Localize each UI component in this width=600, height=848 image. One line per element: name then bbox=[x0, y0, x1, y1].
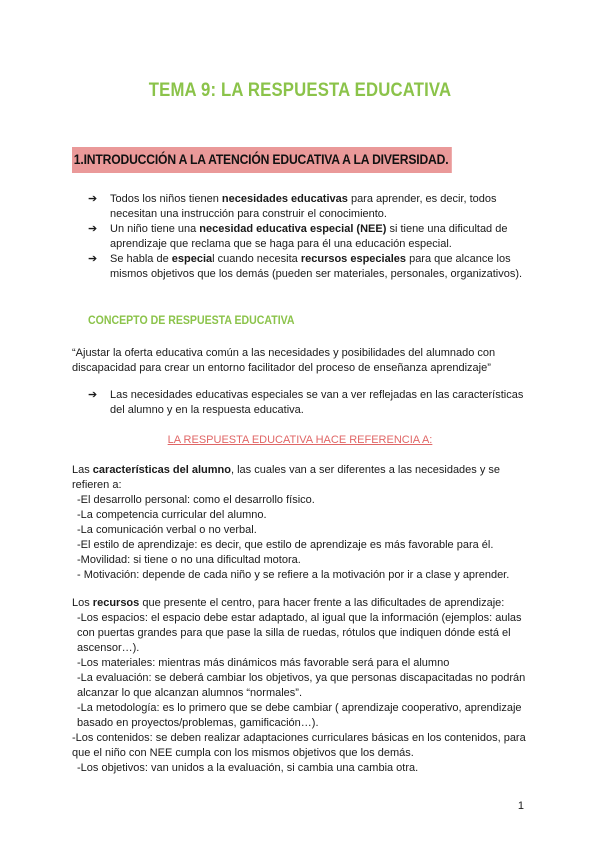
list-item: -Los espacios: el espacio debe estar adaptado, al igual que la información (ejemplos: aulas con puertas grandes para que pase la silla de ruedas, rótulos que indiquen dónde está el ascensor…). bbox=[77, 612, 522, 654]
nee-bullet-list bbox=[88, 388, 530, 418]
bullet-item: ➔ Todos los niños tienen necesidades educativas para aprender, es decir, todos necesitan una instrucción para construir el conocimiento. bbox=[88, 193, 497, 220]
red-underlined-heading: LA RESPUESTA EDUCATIVA HACE REFERENCIA A: bbox=[167, 434, 433, 446]
list-item: -Los materiales: mientras más dinámicos más favorable será para el alumno bbox=[77, 657, 450, 669]
list-item: -El desarrollo personal: como el desarrollo físico. bbox=[77, 494, 315, 506]
intro-bullet-list bbox=[88, 192, 530, 282]
arrow-bullet-icon: ➔ bbox=[88, 389, 98, 401]
list-item: -La metodología: es lo primero que se debe cambiar ( aprendizaje cooperativo, aprendizaje basado en proyectos/problemas, gamificación…). bbox=[77, 702, 522, 729]
bullet-item: ➔ Se habla de especial cuando necesita recursos especiales para que alcance los mismos objetivos que los demás (pueden ser materiales, personales, organizativos). bbox=[88, 253, 523, 280]
caracteristicas-block bbox=[72, 463, 534, 583]
list-item: -Movilidad: si tiene o no una dificultad motora. bbox=[77, 554, 301, 566]
recursos-intro: Los recursos que presente el centro, para hacer frente a las dificultades de aprendizaje: bbox=[72, 597, 505, 609]
list-item: -La evaluación: se deberá cambiar los objetivos, ya que personas discapacitadas no podrán alcanzar lo que alcanzan alumnos “normales”. bbox=[77, 672, 526, 699]
page-title: TEMA 9: LA RESPUESTA EDUCATIVA bbox=[148, 80, 452, 101]
page-number: 1 bbox=[517, 800, 524, 812]
caracteristicas-intro: Las características del alumno, las cuales van a ser diferentes a las necesidades y se refieren a: bbox=[72, 464, 501, 491]
list-item: -La competencia curricular del alumno. bbox=[77, 509, 267, 521]
list-item: -Los contenidos: se deben realizar adaptaciones curriculares básicas en los contenidos, para que el niño con NEE cumpla con los mismos objetivos que los demás. bbox=[72, 732, 526, 759]
arrow-bullet-icon: ➔ bbox=[88, 193, 98, 205]
subsection-heading: CONCEPTO DE RESPUESTA EDUCATIVA bbox=[88, 313, 295, 327]
list-item: -Los objetivos: van unidos a la evaluación, si cambia una cambia otra. bbox=[77, 762, 419, 774]
section-heading-highlighted: 1.INTRODUCCIÓN A LA ATENCIÓN EDUCATIVA A LA DIVERSIDAD. bbox=[72, 147, 452, 173]
bullet-item: ➔ Un niño tiene una necesidad educativa especial (NEE) si tiene una dificultad de aprendizaje que reclama que se haga para él una educación especial. bbox=[88, 223, 508, 250]
arrow-bullet-icon: ➔ bbox=[88, 223, 98, 235]
list-item: -El estilo de aprendizaje: es decir, que estilo de aprendizaje es más favorable para él. bbox=[77, 539, 494, 551]
recursos-block bbox=[72, 596, 534, 776]
definition-quote: “Ajustar la oferta educativa común a las necesidades y posibilidades del alumnado con discapacidad para crear un entorno facilitador del proceso de enseñanza aprendizaje” bbox=[72, 347, 496, 374]
bullet-item: ➔ Las necesidades educativas especiales se van a ver reflejadas en las características del alumno y en la respuesta educativa. bbox=[88, 389, 524, 416]
list-item: - Motivación: depende de cada niño y se refiere a la motivación por ir a clase y aprender. bbox=[77, 569, 510, 581]
arrow-bullet-icon: ➔ bbox=[88, 253, 98, 265]
list-item: -La comunicación verbal o no verbal. bbox=[77, 524, 257, 536]
